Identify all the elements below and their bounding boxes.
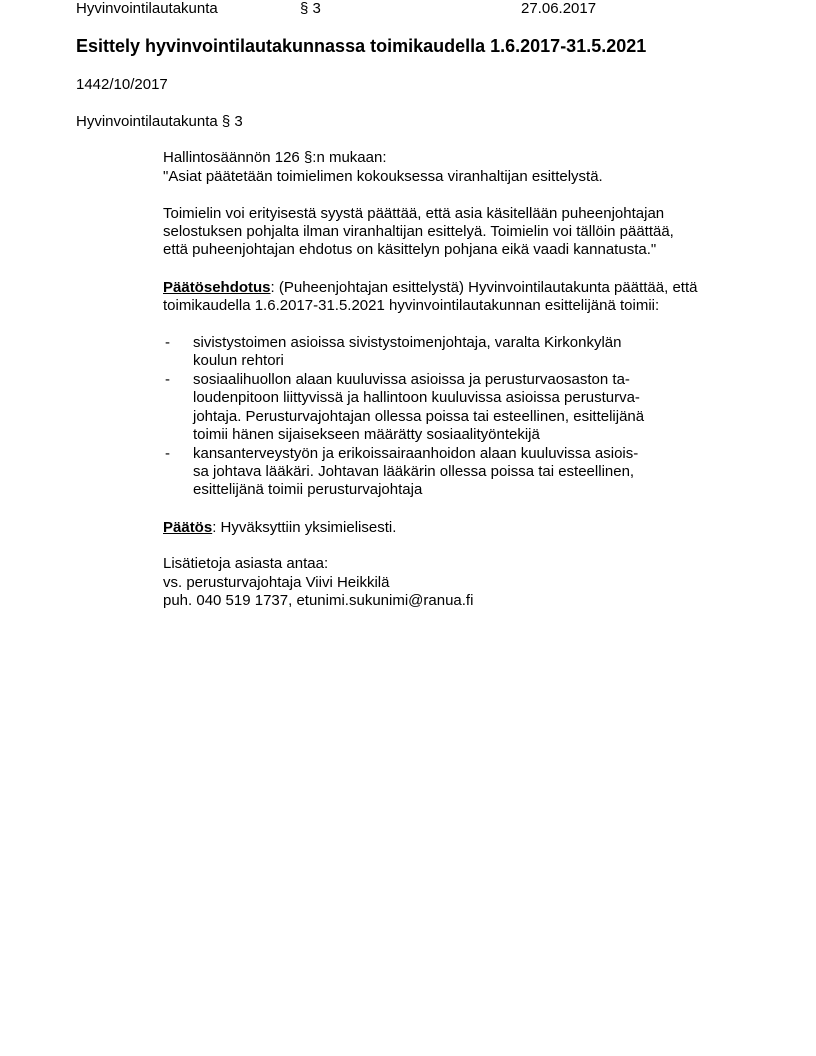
header-date: 27.06.2017 [521, 0, 597, 17]
decision-line [163, 519, 396, 537]
paragraph-line: että puheenjohtajan ehdotus on käsittelyn pohjana eikä vaadi kannatusta." [163, 241, 657, 258]
paragraph-line: selostuksen pohjalta ilman viranhaltijan esittelyä. Toimielin voi tällöin päättää, [163, 223, 674, 240]
meeting-section: Hyvinvointilautakunta § 3 [76, 113, 243, 130]
bullet-dash: - [165, 334, 170, 351]
bullet-line: sivistystoimen asioissa sivistystoimenjohtaja, varalta Kirkonkylän [193, 334, 622, 351]
proposal-text: : (Puheenjohtajan esittelystä) Hyvinvointilautakunta päättää, että [270, 279, 698, 296]
bullet-line: kansanterveystyön ja erikoissairaanhoidon alaan kuuluvissa asiois- [193, 445, 639, 462]
contact-line: Lisätietoja asiasta antaa: [163, 555, 329, 572]
proposal-line [163, 279, 697, 297]
bullet-line: esittelijänä toimii perusturvajohtaja [193, 481, 423, 498]
bullet-line: toimii hänen sijaisekseen määrätty sosiaalityöntekijä [193, 426, 540, 443]
decision-text: : Hyväksyttiin yksimielisesti. [212, 519, 397, 536]
contact-line: puh. 040 519 1737, etunimi.sukunimi@ranua.fi [163, 592, 474, 609]
bullet-dash: - [165, 371, 170, 388]
bullet-line: koulun rehtori [193, 352, 284, 369]
bullet-line: sa johtava lääkäri. Johtavan lääkärin ollessa poissa tai esteellinen, [193, 463, 635, 480]
bullet-line: johtaja. Perusturvajohtajan ollessa poissa tai esteellinen, esittelijänä [193, 408, 645, 425]
proposal-label: Päätösehdotus [163, 279, 271, 296]
intro-line: "Asiat päätetään toimielimen kokouksessa viranhaltijan esittelystä. [163, 168, 603, 185]
header-committee: Hyvinvointilautakunta [76, 0, 218, 17]
header-section: § 3 [300, 0, 321, 17]
intro-line: Hallintosäännön 126 §:n mukaan: [163, 149, 387, 166]
proposal-line: toimikaudella 1.6.2017-31.5.2021 hyvinvointilautakunnan esittelijänä toimii: [163, 297, 660, 314]
bullet-line: sosiaalihuollon alaan kuuluvissa asioissa ja perusturvaosaston ta- [193, 371, 630, 388]
contact-line: vs. perusturvajohtaja Viivi Heikkilä [163, 574, 390, 591]
paragraph-line: Toimielin voi erityisestä syystä päättää, että asia käsitellään puheenjohtajan [163, 205, 665, 222]
bullet-dash: - [165, 445, 170, 462]
bullet-line: loudenpitoon liittyvissä ja hallintoon kuuluvissa asioissa perusturva- [193, 389, 640, 406]
document-title: Esittely hyvinvointilautakunnassa toimikaudella 1.6.2017-31.5.2021 [76, 36, 647, 56]
reference-number: 1442/10/2017 [76, 76, 168, 93]
decision-label: Päätös [163, 519, 213, 536]
